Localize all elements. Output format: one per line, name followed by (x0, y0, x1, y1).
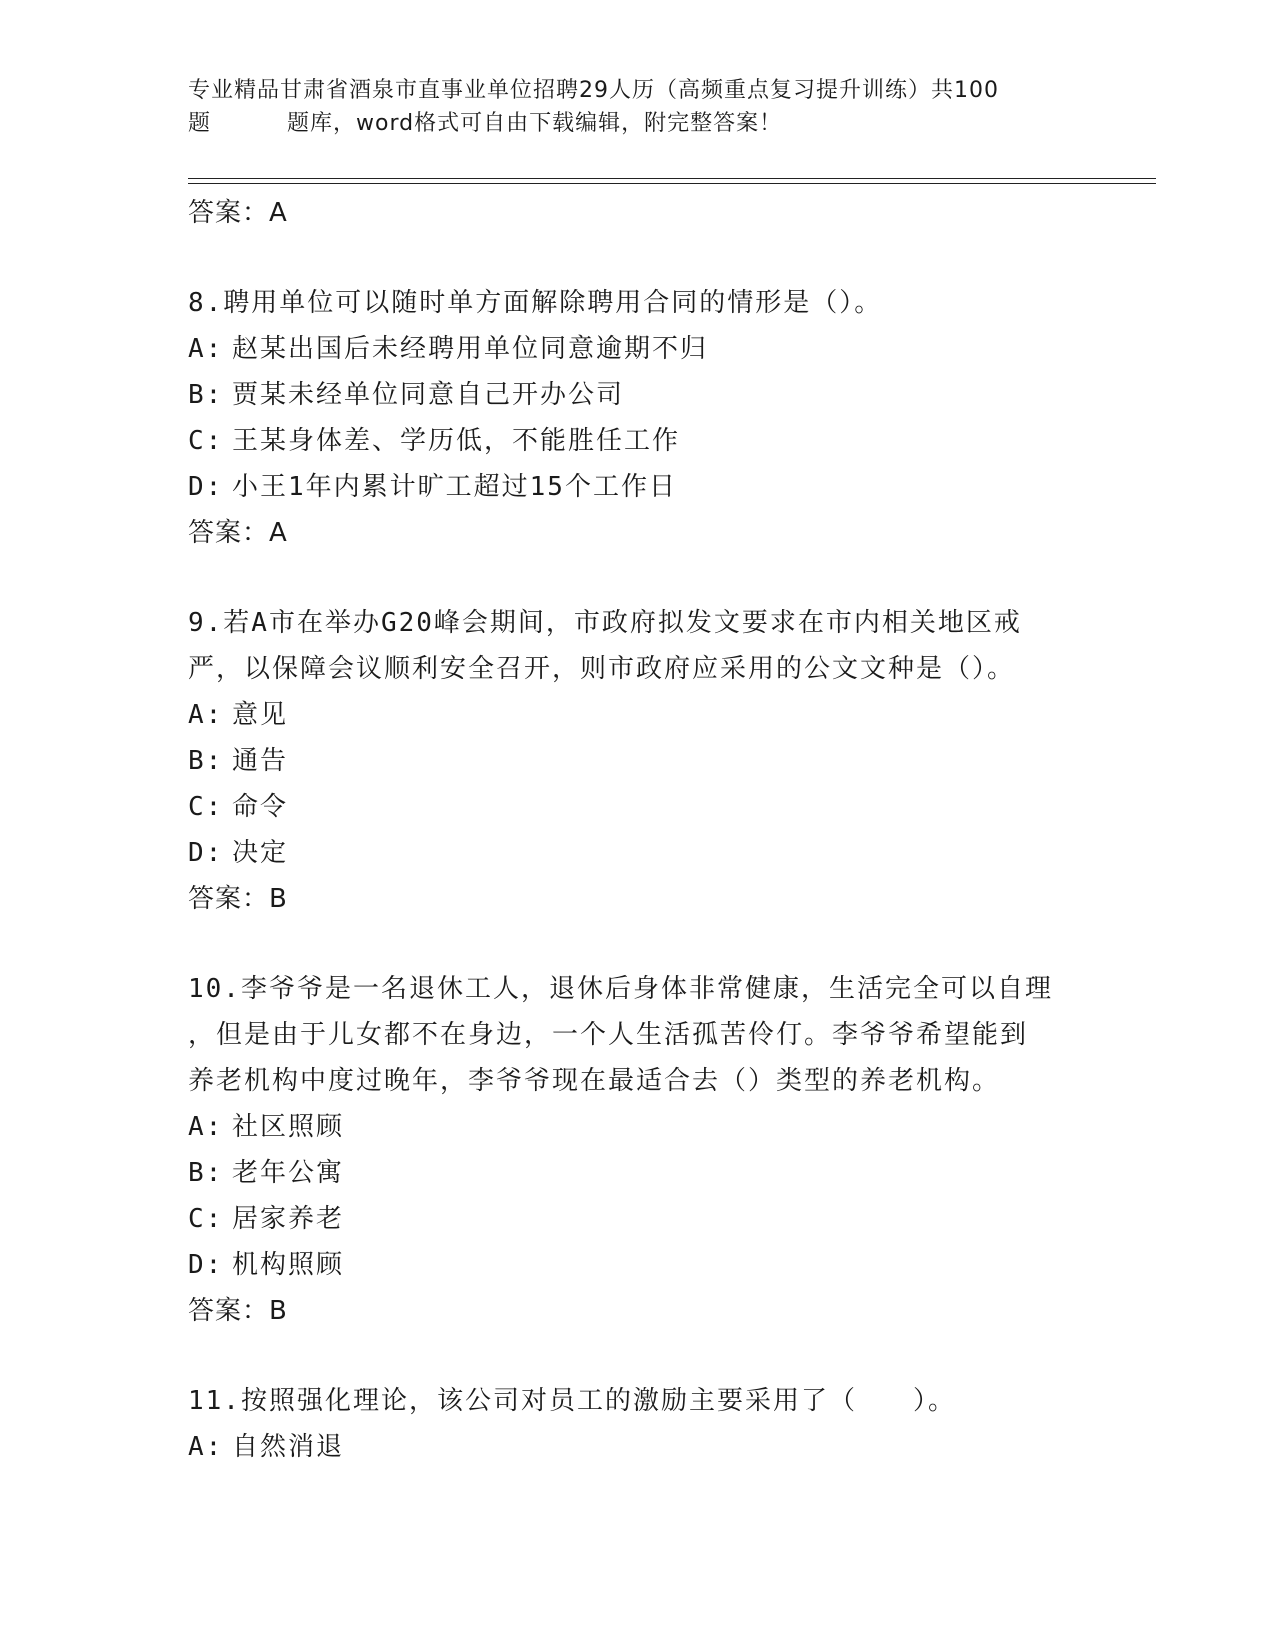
option-text: 贾某未经单位同意自己开办公司 (232, 380, 625, 410)
option-text: 通告 (232, 746, 289, 776)
header-line-1: 专业精品甘肃省酒泉市直事业单位招聘29人历（高频重点复习提升训练）共100 (188, 78, 999, 103)
option-letter: B: (188, 1158, 224, 1188)
option-item (188, 830, 1088, 876)
option-item (188, 1104, 1088, 1150)
header-divider-bottom (188, 183, 1156, 184)
option-text: 居家养老 (232, 1204, 345, 1234)
page-header (188, 74, 1088, 140)
option-text: 意见 (232, 700, 289, 730)
option-letter: A: (188, 334, 224, 364)
answer-label: 答案：B (188, 1296, 288, 1326)
question-text: ，但是由于儿女都不在身边，一个人生活孤苦伶仃。李爷爷希望能到 (188, 1020, 1029, 1050)
option-letter: B: (188, 746, 224, 776)
question-text: 严，以保障会议顺利安全召开，则市政府应采用的公文文种是（）。 (188, 654, 1016, 684)
question-text: 11.按照强化理论，该公司对员工的激励主要采用了（ ）。 (188, 1386, 956, 1416)
question-text: 8.聘用单位可以随时单方面解除聘用合同的情形是（）。 (188, 288, 883, 318)
option-item (188, 692, 1088, 738)
question-text: 养老机构中度过晚年，李爷爷现在最适合去（）类型的养老机构。 (188, 1066, 1001, 1096)
option-letter: D: (188, 472, 224, 502)
option-text: 老年公寓 (232, 1158, 345, 1188)
option-item (188, 372, 1088, 418)
option-text: 王某身体差、学历低，不能胜任工作 (232, 426, 681, 456)
header-line-2 (188, 107, 1088, 140)
question-text: 9.若A市在举办G20峰会期间，市政府拟发文要求在市内相关地区戒 (188, 608, 1022, 638)
option-letter: B: (188, 380, 224, 410)
option-text: 命令 (232, 792, 289, 822)
option-letter: C: (188, 1204, 224, 1234)
question-block (188, 1378, 1088, 1470)
option-letter: A: (188, 1112, 224, 1142)
option-letter: D: (188, 1250, 224, 1280)
option-item (188, 464, 1088, 510)
option-item (188, 784, 1088, 830)
answer-label: 答案：B (188, 884, 288, 914)
option-text: 社区照顾 (232, 1112, 345, 1142)
option-item (188, 738, 1088, 784)
option-text: 决定 (232, 838, 289, 868)
option-letter: A: (188, 1432, 224, 1462)
option-text: 自然消退 (232, 1432, 345, 1462)
question-block (188, 600, 1088, 922)
question-block (188, 966, 1088, 1334)
answer-label: 答案：A (188, 518, 288, 548)
option-item (188, 1242, 1088, 1288)
header-line-2-right: 题库，word格式可自由下载编辑，附完整答案！ (287, 111, 783, 136)
option-item (188, 1424, 1088, 1470)
option-letter: C: (188, 792, 224, 822)
question-block (188, 280, 1088, 556)
question-list (188, 190, 1088, 1470)
option-letter: A: (188, 700, 224, 730)
option-letter: D: (188, 838, 224, 868)
question-text: 10.李爷爷是一名退休工人，退休后身体非常健康，生活完全可以自理 (188, 974, 1053, 1004)
option-text: 机构照顾 (232, 1250, 345, 1280)
option-item (188, 1150, 1088, 1196)
answer-label: 答案：A (188, 198, 288, 228)
header-line-2-left: 题 (188, 111, 212, 136)
option-item (188, 1196, 1088, 1242)
header-divider-top (188, 178, 1156, 179)
option-text: 赵某出国后未经聘用单位同意逾期不归 (232, 334, 709, 364)
option-item (188, 326, 1088, 372)
option-item (188, 418, 1088, 464)
option-letter: C: (188, 426, 224, 456)
option-text: 小王1年内累计旷工超过15个工作日 (232, 472, 677, 502)
